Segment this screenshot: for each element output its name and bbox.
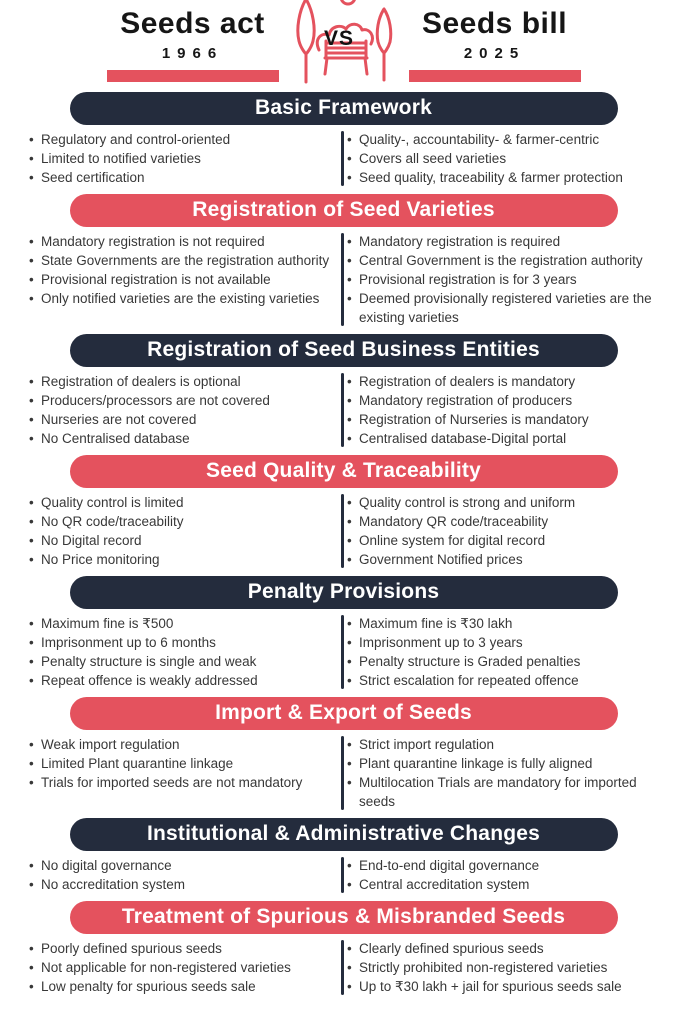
vs-label: VS (324, 27, 355, 50)
bullet-item: • Imprisonment up to 3 years (346, 633, 667, 652)
bullet-item: • No Digital record (28, 531, 339, 550)
section-columns (0, 367, 687, 448)
bill-2025-column (346, 130, 667, 187)
section-title: Registration of Seed Business Entities (147, 338, 540, 361)
section-title: Import & Export of Seeds (215, 701, 472, 724)
column-divider (341, 494, 344, 568)
section-title-banner (70, 901, 618, 934)
section-columns (0, 851, 687, 894)
section-columns (0, 609, 687, 690)
bill-2025-column (346, 372, 667, 448)
bullet-item: • Quality control is limited (28, 493, 339, 512)
section-columns (0, 934, 687, 996)
section-title-banner (70, 194, 618, 227)
bullet-item: • Maximum fine is ₹30 lakh (346, 614, 667, 633)
bullet-item: • No Price monitoring (28, 550, 339, 569)
bullet-item: • Poorly defined spurious seeds (28, 939, 339, 958)
seeds-act-year: 1966 (161, 45, 224, 62)
column-divider (341, 940, 344, 995)
bullet-item: • Strict escalation for repeated offence (346, 671, 667, 690)
bullet-item: • Plant quarantine linkage is fully aligned (346, 754, 667, 773)
bullet-item: • No QR code/traceability (28, 512, 339, 531)
bill-2025-column (346, 232, 667, 327)
bullet-item: • Up to ₹30 lakh + jail for spurious seeds sale (346, 977, 667, 996)
bullet-item: • Deemed provisionally registered varieties are the existing varieties (346, 289, 667, 327)
bullet-item: • Penalty structure is single and weak (28, 652, 339, 671)
bullet-item: • Strict import regulation (346, 735, 667, 754)
section-title-banner (70, 92, 618, 125)
section-title: Registration of Seed Varieties (192, 198, 495, 221)
act-1966-column (28, 856, 339, 894)
section-title-banner (70, 576, 618, 609)
bullet-item: • Registration of dealers is optional (28, 372, 339, 391)
section-columns (0, 730, 687, 811)
bullet-item: • Provisional registration is for 3 years (346, 270, 667, 289)
bullet-item: • Mandatory registration is not required (28, 232, 339, 251)
comparison-section (0, 194, 687, 327)
bullet-item: • Clearly defined spurious seeds (346, 939, 667, 958)
comparison-section (0, 92, 687, 187)
comparison-sections (0, 92, 687, 996)
column-divider (341, 857, 344, 893)
bullet-item: • End-to-end digital governance (346, 856, 667, 875)
bullet-item: • State Governments are the registration authority (28, 251, 339, 270)
bullet-item: • Provisional registration is not available (28, 270, 339, 289)
bullet-item: • No Centralised database (28, 429, 339, 448)
column-divider (341, 736, 344, 810)
section-title: Seed Quality & Traceability (205, 459, 481, 482)
bullet-item: • No digital governance (28, 856, 339, 875)
bullet-item: • Imprisonment up to 6 months (28, 633, 339, 652)
act-1966-column (28, 232, 339, 327)
bullet-item: • Quality-, accountability- & farmer-centric (346, 130, 667, 149)
seeds-bill-title: Seeds bill (421, 7, 568, 40)
bullet-item: • Regulatory and control-oriented (28, 130, 339, 149)
act-1966-column (28, 939, 339, 996)
bullet-item: • Nurseries are not covered (28, 410, 339, 429)
bullet-item: • No accreditation system (28, 875, 339, 894)
infographic-header (0, 0, 687, 92)
bill-2025-column (346, 939, 667, 996)
bullet-item: • Trials for imported seeds are not mandatory (28, 773, 339, 792)
section-title: Treatment of Spurious & Misbranded Seeds (121, 905, 566, 928)
seeds-act-title: Seeds act (120, 7, 265, 40)
act-1966-column (28, 130, 339, 187)
section-title: Penalty Provisions (247, 580, 440, 603)
bill-2025-column (346, 493, 667, 569)
bullet-item: • Centralised database-Digital portal (346, 429, 667, 448)
section-columns (0, 125, 687, 187)
act-1966-column (28, 735, 339, 811)
section-title-banner (70, 455, 618, 488)
bill-2025-column (346, 735, 667, 811)
section-columns (0, 227, 687, 327)
bullet-item: • Registration of dealers is mandatory (346, 372, 667, 391)
seeds-act-block (65, 6, 320, 82)
column-divider (341, 131, 344, 186)
seeds-bill-year: 2025 (463, 45, 526, 62)
act-1966-column (28, 614, 339, 690)
column-divider (341, 373, 344, 447)
comparison-section (0, 697, 687, 811)
bullet-item: • Not applicable for non-registered varieties (28, 958, 339, 977)
column-divider (341, 233, 344, 326)
section-title-banner (70, 697, 618, 730)
comparison-section (0, 455, 687, 569)
bullet-item: • Mandatory registration of producers (346, 391, 667, 410)
bullet-item: • Registration of Nurseries is mandatory (346, 410, 667, 429)
bullet-item: • Low penalty for spurious seeds sale (28, 977, 339, 996)
comparison-section (0, 334, 687, 448)
section-title: Institutional & Administrative Changes (146, 822, 541, 845)
bullet-item: • Producers/processors are not covered (28, 391, 339, 410)
section-title: Basic Framework (255, 96, 432, 119)
column-divider (341, 615, 344, 689)
bullet-item: • Government Notified prices (346, 550, 667, 569)
bullet-item: • Limited Plant quarantine linkage (28, 754, 339, 773)
comparison-section (0, 818, 687, 894)
section-columns (0, 488, 687, 569)
bullet-item: • Maximum fine is ₹500 (28, 614, 339, 633)
bullet-item: • Only notified varieties are the existing varieties (28, 289, 339, 308)
right-title-underline (409, 70, 581, 82)
bullet-item: • Penalty structure is Graded penalties (346, 652, 667, 671)
bullet-item: • Quality control is strong and uniform (346, 493, 667, 512)
bullet-item: • Seed certification (28, 168, 339, 187)
section-title-banner (70, 334, 618, 367)
bullet-item: • Online system for digital record (346, 531, 667, 550)
left-title-underline (107, 70, 279, 82)
act-1966-column (28, 493, 339, 569)
act-1966-column (28, 372, 339, 448)
section-title-banner (70, 818, 618, 851)
comparison-section (0, 901, 687, 996)
bullet-item: • Strictly prohibited non-registered varieties (346, 958, 667, 977)
bullet-item: • Mandatory QR code/traceability (346, 512, 667, 531)
seeds-bill-block (367, 6, 622, 82)
bullet-item: • Repeat offence is weakly addressed (28, 671, 339, 690)
bullet-item: • Central accreditation system (346, 875, 667, 894)
bullet-item: • Covers all seed varieties (346, 149, 667, 168)
bullet-item: • Multilocation Trials are mandatory for imported seeds (346, 773, 667, 811)
bullet-item: • Mandatory registration is required (346, 232, 667, 251)
bullet-item: • Weak import regulation (28, 735, 339, 754)
bullet-item: • Central Government is the registration authority (346, 251, 667, 270)
comparison-section (0, 576, 687, 690)
bullet-item: • Seed quality, traceability & farmer protection (346, 168, 667, 187)
bill-2025-column (346, 614, 667, 690)
bill-2025-column (346, 856, 667, 894)
bullet-item: • Limited to notified varieties (28, 149, 339, 168)
